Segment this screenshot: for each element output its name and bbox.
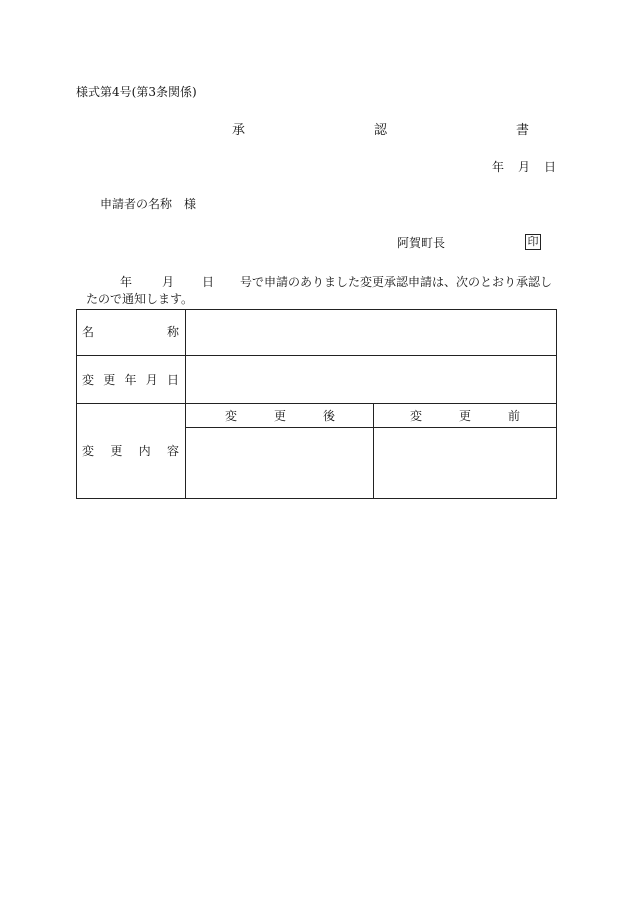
table-label-column-divider xyxy=(185,309,186,499)
table-row-divider-1 xyxy=(76,355,557,356)
applicant-name: 申請者の名称 様 xyxy=(100,197,197,211)
document-title: 承 認 書 xyxy=(232,123,588,138)
name-label: 名 称 xyxy=(82,325,179,339)
seal-mark: 印 xyxy=(525,234,541,250)
table-before-after-divider xyxy=(373,403,374,499)
notice-year: 年 xyxy=(120,275,133,289)
date-year-label: 年 xyxy=(492,160,505,174)
table-border-bottom xyxy=(76,498,557,499)
change-content-label: 変 更 内 容 xyxy=(82,444,179,458)
notice-day: 日 xyxy=(202,275,215,289)
date-month-label: 月 xyxy=(518,160,531,174)
table-subheader-divider xyxy=(185,427,557,428)
issuer-mayor: 阿賀町長 xyxy=(397,236,446,250)
after-change-header: 変 更 後 xyxy=(225,409,335,423)
notice-line-2: たので通知します。 xyxy=(86,292,194,306)
table-border-top xyxy=(76,309,557,310)
table-border-right xyxy=(556,309,557,499)
change-date-label: 変 更 年 月 日 xyxy=(82,373,179,387)
issue-date xyxy=(478,161,556,173)
form-number: 様式第4号(第3条関係) xyxy=(76,85,197,99)
table-row-divider-2 xyxy=(76,403,557,404)
table-border-left xyxy=(76,309,77,499)
notice-text: 号で申請のありました変更承認申請は、次のとおり承認し xyxy=(240,275,553,289)
date-day-label: 日 xyxy=(544,160,557,174)
notice-line-1 xyxy=(120,276,552,288)
before-change-header: 変 更 前 xyxy=(410,409,520,423)
notice-month: 月 xyxy=(162,275,175,289)
